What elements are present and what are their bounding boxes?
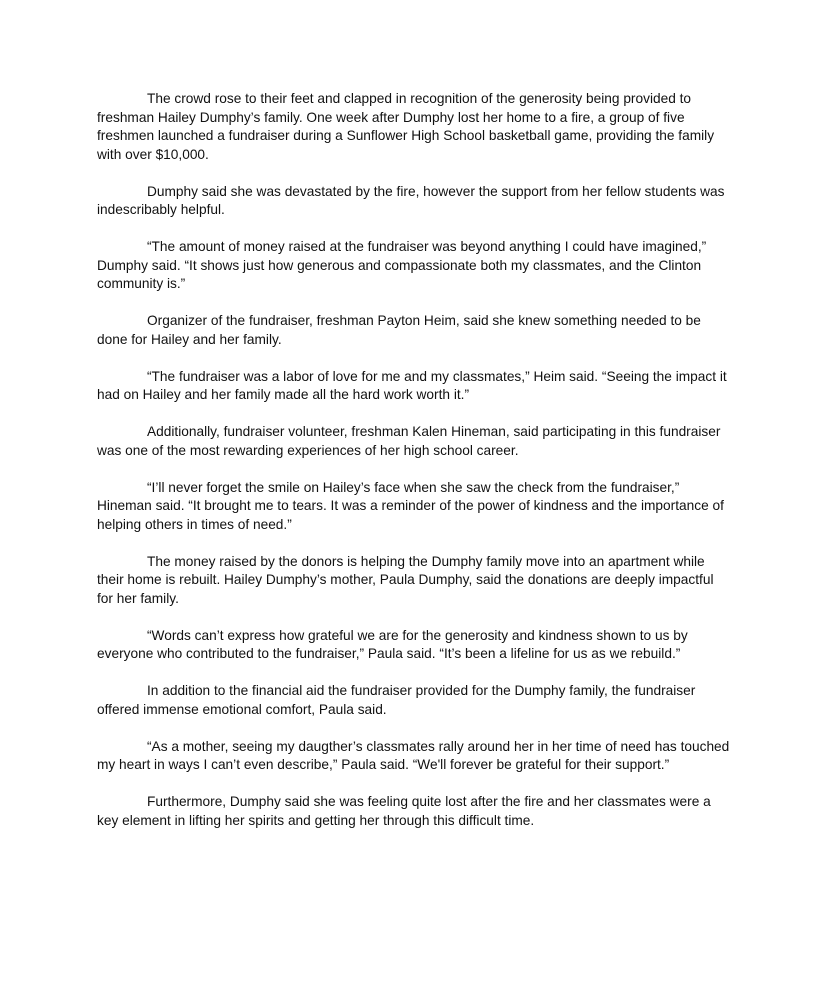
paragraph-3: “The amount of money raised at the fundraiser was beyond anything I could have imagined,” Dumphy said. “It shows just how generous and compassionate both my classmates, and the Clinton community is.” bbox=[97, 239, 707, 291]
paragraph-4: Organizer of the fundraiser, freshman Payton Heim, said she knew something needed to be done for Hailey and her family. bbox=[97, 313, 701, 347]
paragraph-11: “As a mother, seeing my daugther’s classmates rally around her in her time of need has touched my heart in ways I can’t even describe,” Paula said. “We'll forever be grateful for their support.” bbox=[97, 738, 730, 772]
article-body bbox=[97, 90, 733, 849]
paragraph-5: “The fundraiser was a labor of love for me and my classmates,” Heim said. “Seeing the impact it had on Hailey and her family made all the hard work worth it.” bbox=[97, 368, 727, 402]
paragraph-1: The crowd rose to their feet and clapped in recognition of the generosity being provided to freshman Hailey Dumphy’s family. One week after Dumphy lost her home to a fire, a group of five freshmen launched a fundraiser during a Sunflower High School basketball game, providing the family with over $10,000. bbox=[97, 91, 715, 162]
paragraph-8: The money raised by the donors is helping the Dumphy family move into an apartment while their home is rebuilt. Hailey Dumphy’s mother, Paula Dumphy, said the donations are deeply impactful for her family. bbox=[97, 553, 714, 606]
paragraph-6: Additionally, fundraiser volunteer, freshman Kalen Hineman, said participating in this fundraiser was one of the most rewarding experiences of her high school career. bbox=[97, 424, 721, 458]
paragraph-2: Dumphy said she was devastated by the fire, however the support from her fellow students was indescribably helpful. bbox=[97, 183, 725, 217]
paragraph-9: “Words can’t express how grateful we are for the generosity and kindness shown to us by everyone who contributed to the fundraiser,” Paula said. “It’s been a lifeline for us as we rebuild.” bbox=[97, 627, 688, 661]
paragraph-7: “I’ll never forget the smile on Hailey’s face when she saw the check from the fundraiser,” Hineman said. “It brought me to tears. It was a reminder of the power of kindness and the importance of helping others in times of need.” bbox=[97, 479, 724, 532]
paragraph-10: In addition to the financial aid the fundraiser provided for the Dumphy family, the fundraiser offered immense emotional comfort, Paula said. bbox=[97, 683, 696, 717]
paragraph-12: Furthermore, Dumphy said she was feeling quite lost after the fire and her classmates were a key element in lifting her spirits and getting her through this difficult time. bbox=[97, 794, 711, 828]
